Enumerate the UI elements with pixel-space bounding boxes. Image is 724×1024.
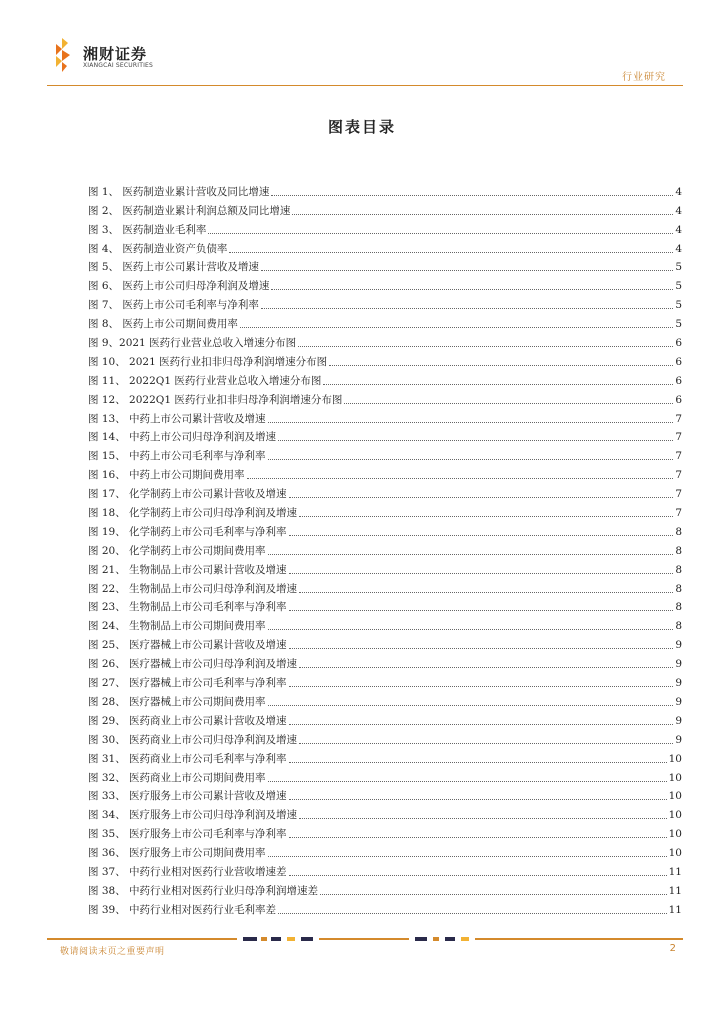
toc-entry-page: 6: [675, 337, 682, 350]
toc-entry-label: 图 11、 2022Q1 医药行业营业总收入增速分布图: [88, 374, 322, 387]
report-category: 行业研究: [622, 72, 666, 83]
toc-entry-label: 图 34、 医疗服务上市公司归母净利润及增速: [88, 809, 298, 822]
toc-dot-leader: [299, 743, 673, 744]
toc-entry-label: 图 28、 医疗器械上市公司期间费用率: [88, 695, 266, 708]
toc-entry-page: 5: [675, 261, 682, 274]
toc-entry-label: 图 25、 医疗器械上市公司累计营收及增速: [88, 639, 287, 652]
toc-entry[interactable]: [88, 690, 682, 709]
toc-dot-leader: [208, 233, 673, 234]
header-divider: [47, 85, 683, 86]
toc-entry[interactable]: [88, 520, 682, 539]
toc-dot-leader: [268, 705, 674, 706]
toc-entry[interactable]: [88, 785, 682, 804]
toc-entry-page: 8: [675, 525, 682, 538]
toc-dot-leader: [261, 308, 673, 309]
footer-page-number: 2: [669, 943, 676, 954]
toc-entry-page: 7: [675, 469, 682, 482]
toc-dot-leader: [271, 195, 673, 196]
toc-dot-leader: [329, 365, 673, 366]
toc-entry[interactable]: [88, 652, 682, 671]
toc-entry[interactable]: [88, 879, 682, 898]
toc-entry-label: 图 38、 中药行业相对医药行业归母净利润增速差: [88, 884, 319, 897]
toc-entry[interactable]: [88, 426, 682, 445]
toc-entry-page: 10: [668, 828, 682, 841]
toc-entry-label: 图 2、 医药制造业累计利润总额及同比增速: [88, 204, 291, 217]
toc-entry-label: 图 31、 医药商业上市公司毛利率与净利率: [88, 752, 287, 765]
toc-entry-page: 4: [675, 204, 682, 217]
toc-entry-label: 图 10、 2021 医药行业扣非归母净利润增速分布图: [88, 355, 328, 368]
toc-dot-leader: [268, 554, 674, 555]
toc-dot-leader: [289, 799, 667, 800]
toc-entry[interactable]: [88, 180, 682, 199]
toc-entry[interactable]: [88, 860, 682, 879]
page-title: 图表目录: [327, 118, 396, 136]
toc-entry-page: 10: [668, 847, 682, 860]
toc-entry[interactable]: [88, 274, 682, 293]
toc-entry-page: 7: [675, 412, 682, 425]
toc-entry-page: 5: [675, 299, 682, 312]
toc-entry-page: 10: [668, 809, 682, 822]
toc-entry[interactable]: [88, 444, 682, 463]
toc-entry-page: 9: [675, 733, 682, 746]
toc-entry-label: 图 6、 医药上市公司归母净利润及增速: [88, 280, 270, 293]
toc-entry-page: 7: [675, 507, 682, 520]
toc-entry[interactable]: [88, 558, 682, 577]
toc-entry[interactable]: [88, 237, 682, 256]
toc-dot-leader: [268, 856, 667, 857]
toc-entry[interactable]: [88, 766, 682, 785]
toc-entry-label: 图 17、 化学制药上市公司累计营收及增速: [88, 488, 287, 501]
toc-dot-leader: [271, 289, 673, 290]
toc-dot-leader: [299, 667, 673, 668]
toc-dot-leader: [268, 781, 667, 782]
toc-dot-leader: [298, 346, 673, 347]
logo-english-name: XIANGCAI SECURITIES: [83, 62, 154, 69]
toc-entry-label: 图 19、 化学制药上市公司毛利率与净利率: [88, 525, 287, 538]
toc-entry-page: 6: [675, 393, 682, 406]
toc-entry[interactable]: [88, 841, 682, 860]
toc-dot-leader: [289, 875, 667, 876]
page-header: [0, 0, 724, 90]
figure-table-of-contents: [88, 180, 682, 917]
toc-entry-page: 9: [675, 658, 682, 671]
toc-entry[interactable]: [88, 388, 682, 407]
toc-entry[interactable]: [88, 256, 682, 275]
toc-dot-leader: [323, 384, 673, 385]
toc-entry[interactable]: [88, 709, 682, 728]
toc-entry[interactable]: [88, 312, 682, 331]
toc-dot-leader: [278, 440, 673, 441]
logo-chinese-name: 湘财证券: [83, 45, 148, 63]
toc-entry-label: 图 15、 中药上市公司毛利率与净利率: [88, 450, 266, 463]
toc-dot-leader: [299, 818, 667, 819]
toc-dot-leader: [289, 762, 667, 763]
toc-entry-label: 图 39、 中药行业相对医药行业毛利率差: [88, 903, 277, 916]
toc-entry[interactable]: [88, 539, 682, 558]
toc-entry-page: 7: [675, 450, 682, 463]
toc-entry[interactable]: [88, 218, 682, 237]
toc-entry-page: 11: [668, 865, 682, 878]
toc-entry[interactable]: [88, 199, 682, 218]
toc-entry[interactable]: [88, 747, 682, 766]
footer-disclaimer: 敬请阅读末页之重要声明: [60, 947, 165, 957]
toc-entry-label: 图 26、 医疗器械上市公司归母净利润及增速: [88, 658, 298, 671]
toc-entry-label: 图 32、 医药商业上市公司期间费用率: [88, 771, 266, 784]
toc-dot-leader: [289, 648, 674, 649]
toc-dot-leader: [289, 837, 667, 838]
toc-entry[interactable]: [88, 501, 682, 520]
footer-decorative-band: [47, 936, 683, 942]
toc-entry[interactable]: [88, 331, 682, 350]
toc-dot-leader: [289, 686, 674, 687]
toc-entry-label: 图 37、 中药行业相对医药行业营收增速差: [88, 865, 287, 878]
toc-entry-label: 图 16、 中药上市公司期间费用率: [88, 469, 245, 482]
toc-entry-label: 图 36、 医疗服务上市公司期间费用率: [88, 847, 266, 860]
toc-entry-label: 图 14、 中药上市公司归母净利润及增速: [88, 431, 277, 444]
toc-entry-label: 图 7、 医药上市公司毛利率与净利率: [88, 299, 259, 312]
toc-entry[interactable]: [88, 803, 682, 822]
toc-dot-leader: [268, 422, 674, 423]
toc-entry-label: 图 27、 医疗器械上市公司毛利率与净利率: [88, 677, 287, 690]
toc-entry-label: 图 29、 医药商业上市公司累计营收及增速: [88, 714, 287, 727]
toc-entry-page: 8: [675, 601, 682, 614]
toc-entry-page: 8: [675, 563, 682, 576]
toc-entry-page: 5: [675, 280, 682, 293]
toc-entry-label: 图 20、 化学制药上市公司期间费用率: [88, 544, 266, 557]
toc-dot-leader: [299, 592, 673, 593]
toc-entry[interactable]: [88, 728, 682, 747]
toc-dot-leader: [289, 573, 674, 574]
toc-entry[interactable]: [88, 293, 682, 312]
toc-entry-page: 7: [675, 488, 682, 501]
toc-entry-page: 4: [675, 242, 682, 255]
toc-entry[interactable]: [88, 633, 682, 652]
toc-entry-label: 图 4、 医药制造业资产负债率: [88, 242, 228, 255]
toc-entry-page: 8: [675, 620, 682, 633]
toc-entry[interactable]: [88, 369, 682, 388]
toc-dot-leader: [247, 478, 674, 479]
toc-entry-label: 图 12、 2022Q1 医药行业扣非归母净利润增速分布图: [88, 393, 343, 406]
toc-entry-page: 4: [675, 223, 682, 236]
toc-dot-leader: [299, 516, 673, 517]
toc-entry-page: 10: [668, 790, 682, 803]
toc-dot-leader: [289, 724, 674, 725]
toc-entry[interactable]: [88, 671, 682, 690]
toc-dot-leader: [289, 535, 674, 536]
toc-entry-label: 图 5、 医药上市公司累计营收及增速: [88, 261, 259, 274]
toc-entry-label: 图 1、 医药制造业累计营收及同比增速: [88, 185, 270, 198]
toc-entry-label: 图 23、 生物制品上市公司毛利率与净利率: [88, 601, 287, 614]
toc-entry-label: 图 8、 医药上市公司期间费用率: [88, 318, 238, 331]
toc-entry-label: 图 33、 医疗服务上市公司累计营收及增速: [88, 790, 287, 803]
toc-entry-page: 6: [675, 355, 682, 368]
toc-entry-page: 5: [675, 318, 682, 331]
toc-entry[interactable]: [88, 577, 682, 596]
toc-entry-label: 图 18、 化学制药上市公司归母净利润及增速: [88, 507, 298, 520]
toc-entry-label: 图 21、 生物制品上市公司累计营收及增速: [88, 563, 287, 576]
toc-dot-leader: [261, 270, 673, 271]
toc-dot-leader: [268, 459, 674, 460]
toc-entry-label: 图 9、2021 医药行业营业总收入增速分布图: [88, 337, 297, 350]
toc-entry[interactable]: [88, 614, 682, 633]
xiangcai-logo-icon: [52, 38, 76, 72]
toc-entry[interactable]: [88, 898, 682, 917]
toc-entry-label: 图 35、 医疗服务上市公司毛利率与净利率: [88, 828, 287, 841]
toc-entry[interactable]: [88, 596, 682, 615]
toc-entry-label: 图 3、 医药制造业毛利率: [88, 223, 207, 236]
toc-dot-leader: [320, 894, 667, 895]
toc-dot-leader: [292, 214, 673, 215]
toc-entry-page: 10: [668, 752, 682, 765]
toc-entry-page: 6: [675, 374, 682, 387]
toc-dot-leader: [268, 629, 674, 630]
toc-entry-page: 7: [675, 431, 682, 444]
toc-entry[interactable]: [88, 463, 682, 482]
toc-dot-leader: [229, 252, 673, 253]
toc-dot-leader: [289, 497, 674, 498]
toc-entry-page: 4: [675, 185, 682, 198]
toc-entry-page: 9: [675, 639, 682, 652]
toc-entry-page: 9: [675, 695, 682, 708]
toc-entry-page: 10: [668, 771, 682, 784]
toc-entry[interactable]: [88, 482, 682, 501]
toc-entry-label: 图 22、 生物制品上市公司归母净利润及增速: [88, 582, 298, 595]
toc-entry-page: 8: [675, 544, 682, 557]
toc-entry-page: 8: [675, 582, 682, 595]
toc-dot-leader: [240, 327, 673, 328]
toc-dot-leader: [278, 913, 667, 914]
toc-dot-leader: [344, 403, 673, 404]
toc-entry-page: 11: [668, 884, 682, 897]
toc-entry[interactable]: [88, 407, 682, 426]
toc-entry[interactable]: [88, 350, 682, 369]
toc-entry-label: 图 13、 中药上市公司累计营收及增速: [88, 412, 266, 425]
toc-entry-page: 9: [675, 714, 682, 727]
toc-entry[interactable]: [88, 822, 682, 841]
toc-entry-label: 图 24、 生物制品上市公司期间费用率: [88, 620, 266, 633]
toc-entry-label: 图 30、 医药商业上市公司归母净利润及增速: [88, 733, 298, 746]
toc-dot-leader: [289, 610, 674, 611]
toc-entry-page: 9: [675, 677, 682, 690]
toc-entry-page: 11: [668, 903, 682, 916]
